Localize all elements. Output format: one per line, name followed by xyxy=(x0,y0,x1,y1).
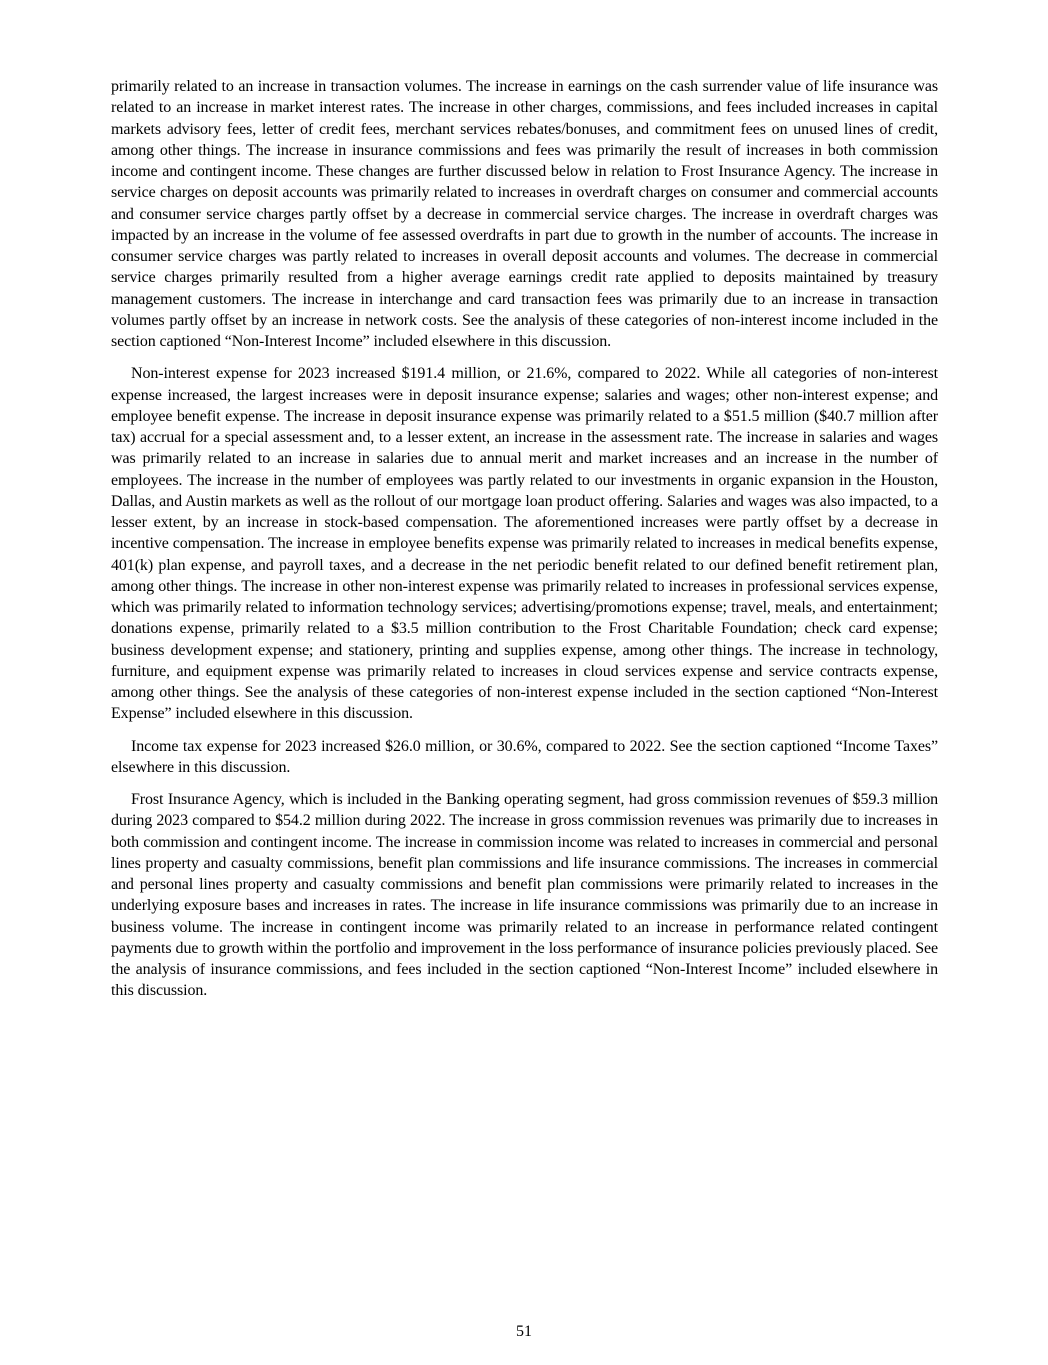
paragraph-income-tax-expense: Income tax expense for 2023 increased $26.0 million, or 30.6%, compared to 2022. See the section captioned “Income Taxes” elsewhere in this discussion. xyxy=(111,737,938,776)
paragraph-noninterest-income-continued: primarily related to an increase in transaction volumes. The increase in earnings on the cash surrender value of life insurance was related to an increase in market interest rates. The increase in other charges, commissions, and fees included increases in capital markets advisory fees, letter of credit fees, merchant services rebates/bonuses, and commitment fees on unused lines of credit, among other things. The increase in insurance commissions and fees was primarily the result of increases in both commission income and contingent income. These changes are further discussed below in relation to Frost Insurance Agency. The increase in service charges on deposit accounts was primarily related to increases in overdraft charges on consumer and commercial accounts and consumer service charges partly offset by a decrease in commercial service charges. The increase in overdraft charges was impacted by an increase in the volume of fee assessed overdrafts in part due to growth in the number of accounts. The increase in consumer service charges was partly related to increases in overall deposit accounts and volumes. The decrease in commercial service charges primarily resulted from a higher average earnings credit rate applied to deposits maintained by treasury management customers. The increase in interchange and card transaction fees was primarily due to an increase in transaction volumes partly offset by an increase in network costs. See the analysis of these categories of non-interest income included in the section captioned “Non-Interest Income” included elsewhere in this discussion. xyxy=(111,78,938,350)
document-body xyxy=(111,76,938,1013)
page-number: 51 xyxy=(516,1323,532,1340)
paragraph-frost-insurance-agency: Frost Insurance Agency, which is included in the Banking operating segment, had gross commission revenues of $59.3 million during 2023 compared to $54.2 million during 2022. The increase in gross commission revenues was primarily due to increases in both commission and contingent income. The increase in commission income was related to increases in commercial and personal lines property and casualty commissions, benefit plan commissions and life insurance commissions. The increases in commercial and personal lines property and casualty commissions and benefit plan commissions were primarily related to increases in the underlying exposure bases and increases in rates. The increase in life insurance commissions was primarily due to an increase in business volume. The increase in contingent income was primarily related to an increase in performance related contingent payments due to growth within the portfolio and improvement in the loss performance of insurance policies previously placed. See the analysis of insurance commissions, and fees included in the section captioned “Non-Interest Income” included elsewhere in this discussion. xyxy=(111,791,938,1000)
paragraph-noninterest-expense: Non-interest expense for 2023 increased $191.4 million, or 21.6%, compared to 2022. While all categories of non-interest expense increased, the largest increases were in deposit insurance expense; salaries and wages; other non-interest expense; and employee benefit expense. The increase in deposit insurance expense was primarily related to a $51.5 million ($40.7 million after tax) accrual for a special assessment and, to a lesser extent, an increase in the assessment rate. The increase in salaries and wages was primarily related to an increase in salaries due to annual merit and market increases and an increase in the number of employees. The increase in the number of employees was partly related to our investments in organic expansion in the Houston, Dallas, and Austin markets as well as the rollout of our mortgage loan product offering. Salaries and wages was also impacted, to a lesser extent, by an increase in stock-based compensation. The aforementioned increases were partly offset by a decrease in incentive compensation. The increase in employee benefits expense was primarily related to increases in medical benefits expense, 401(k) plan expense, and payroll taxes, and a decrease in the net periodic benefit related to our defined benefit retirement plan, among other things. The increase in other non-interest expense was primarily related to increases in professional services expense, which was primarily related to information technology services; advertising/promotions expense; travel, meals, and entertainment; donations expense, primarily related to a $3.5 million contribution to the Frost Charitable Foundation; check card expense; business development expense; and stationery, printing and supplies expense, among other things. The increase in technology, furniture, and equipment expense was primarily related to increases in cloud services expense and service contracts expense, among other things. See the analysis of these categories of non-interest expense included in the section captioned “Non-Interest Expense” included elsewhere in this discussion. xyxy=(111,365,938,723)
